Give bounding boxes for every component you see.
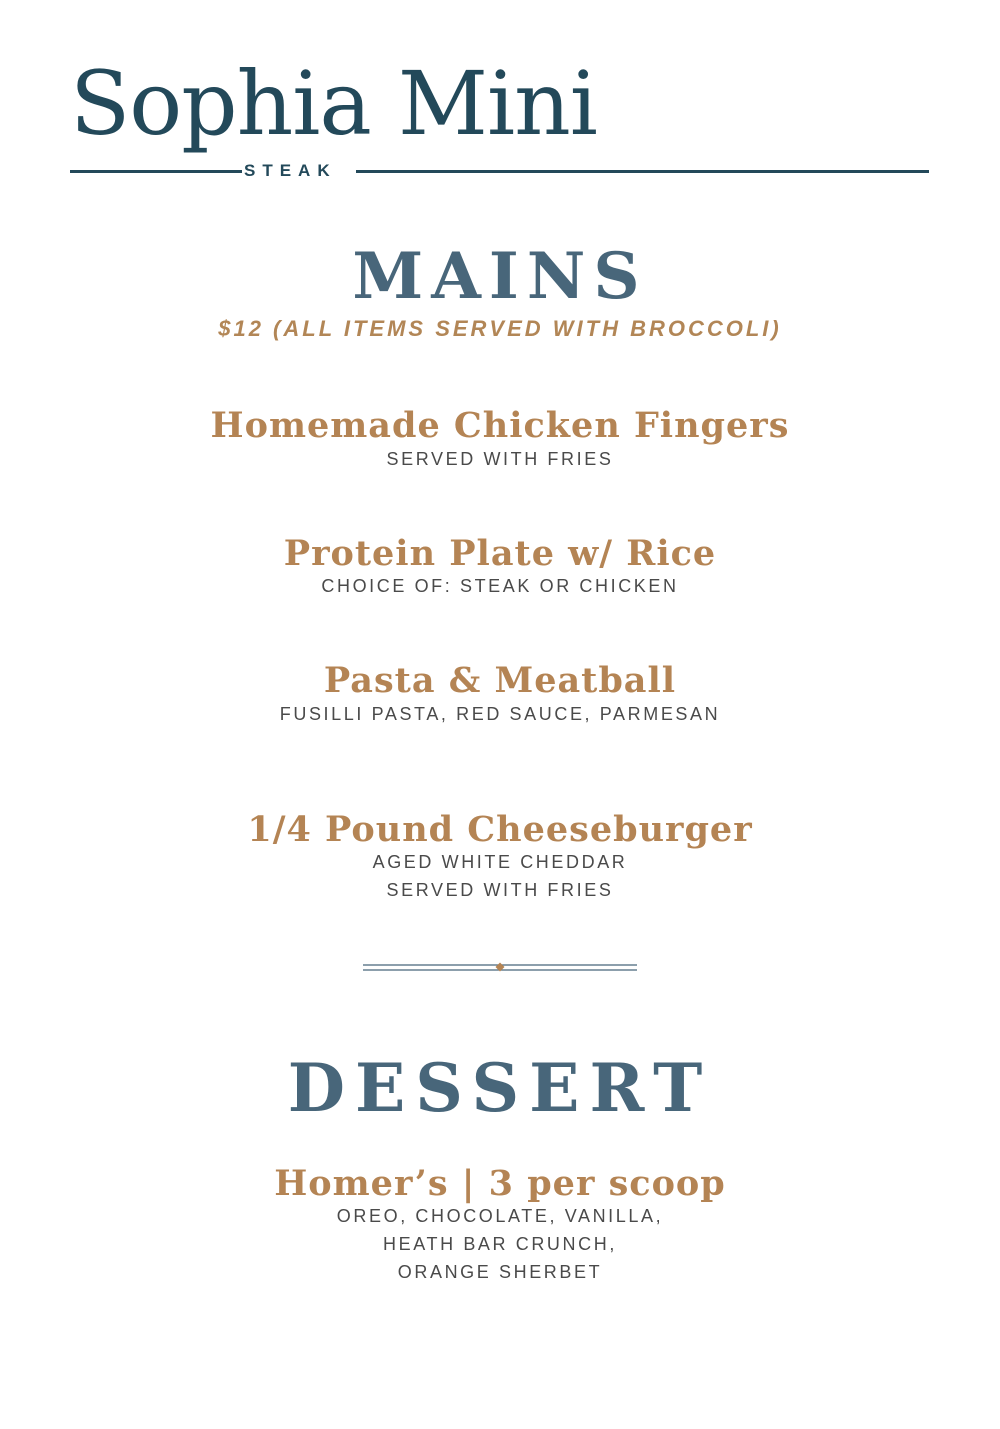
menu-item-desc: AGED WHITE CHEDDAR [372, 852, 628, 872]
brand-logo: Sophia Mini [70, 52, 597, 155]
menu-item-desc: ORANGE SHERBET [397, 1262, 603, 1282]
menu-item-desc: OREO, CHOCOLATE, VANILLA, [336, 1206, 664, 1226]
brand-subtitle: STEAK [244, 161, 337, 180]
mains-heading: MAINS [352, 239, 648, 314]
menu-item-desc: FUSILLI PASTA, RED SAUCE, PARMESAN [279, 704, 721, 724]
menu-item-name: Homer’s | 3 per scoop [274, 1163, 726, 1204]
menu-item-desc: SERVED WITH FRIES [386, 449, 614, 469]
menu-item-desc: CHOICE OF: STEAK OR CHICKEN [321, 576, 679, 596]
menu-item-name: Homemade Chicken Fingers [210, 405, 790, 446]
ornamental-divider [363, 962, 637, 972]
menu-item-desc: HEATH BAR CRUNCH, [383, 1234, 617, 1254]
logo-rule-left [70, 170, 242, 173]
logo-rule-right [356, 170, 929, 173]
menu-item-name: 1/4 Pound Cheeseburger [247, 809, 753, 850]
mains-price-note: $12 (ALL ITEMS SERVED WITH BROCCOLI) [218, 316, 782, 341]
menu-item-name: Pasta & Meatball [323, 660, 677, 701]
dessert-heading: DESSERT [287, 1049, 713, 1127]
menu-item-desc: SERVED WITH FRIES [386, 880, 614, 900]
menu-item-name: Protein Plate w/ Rice [283, 533, 717, 574]
